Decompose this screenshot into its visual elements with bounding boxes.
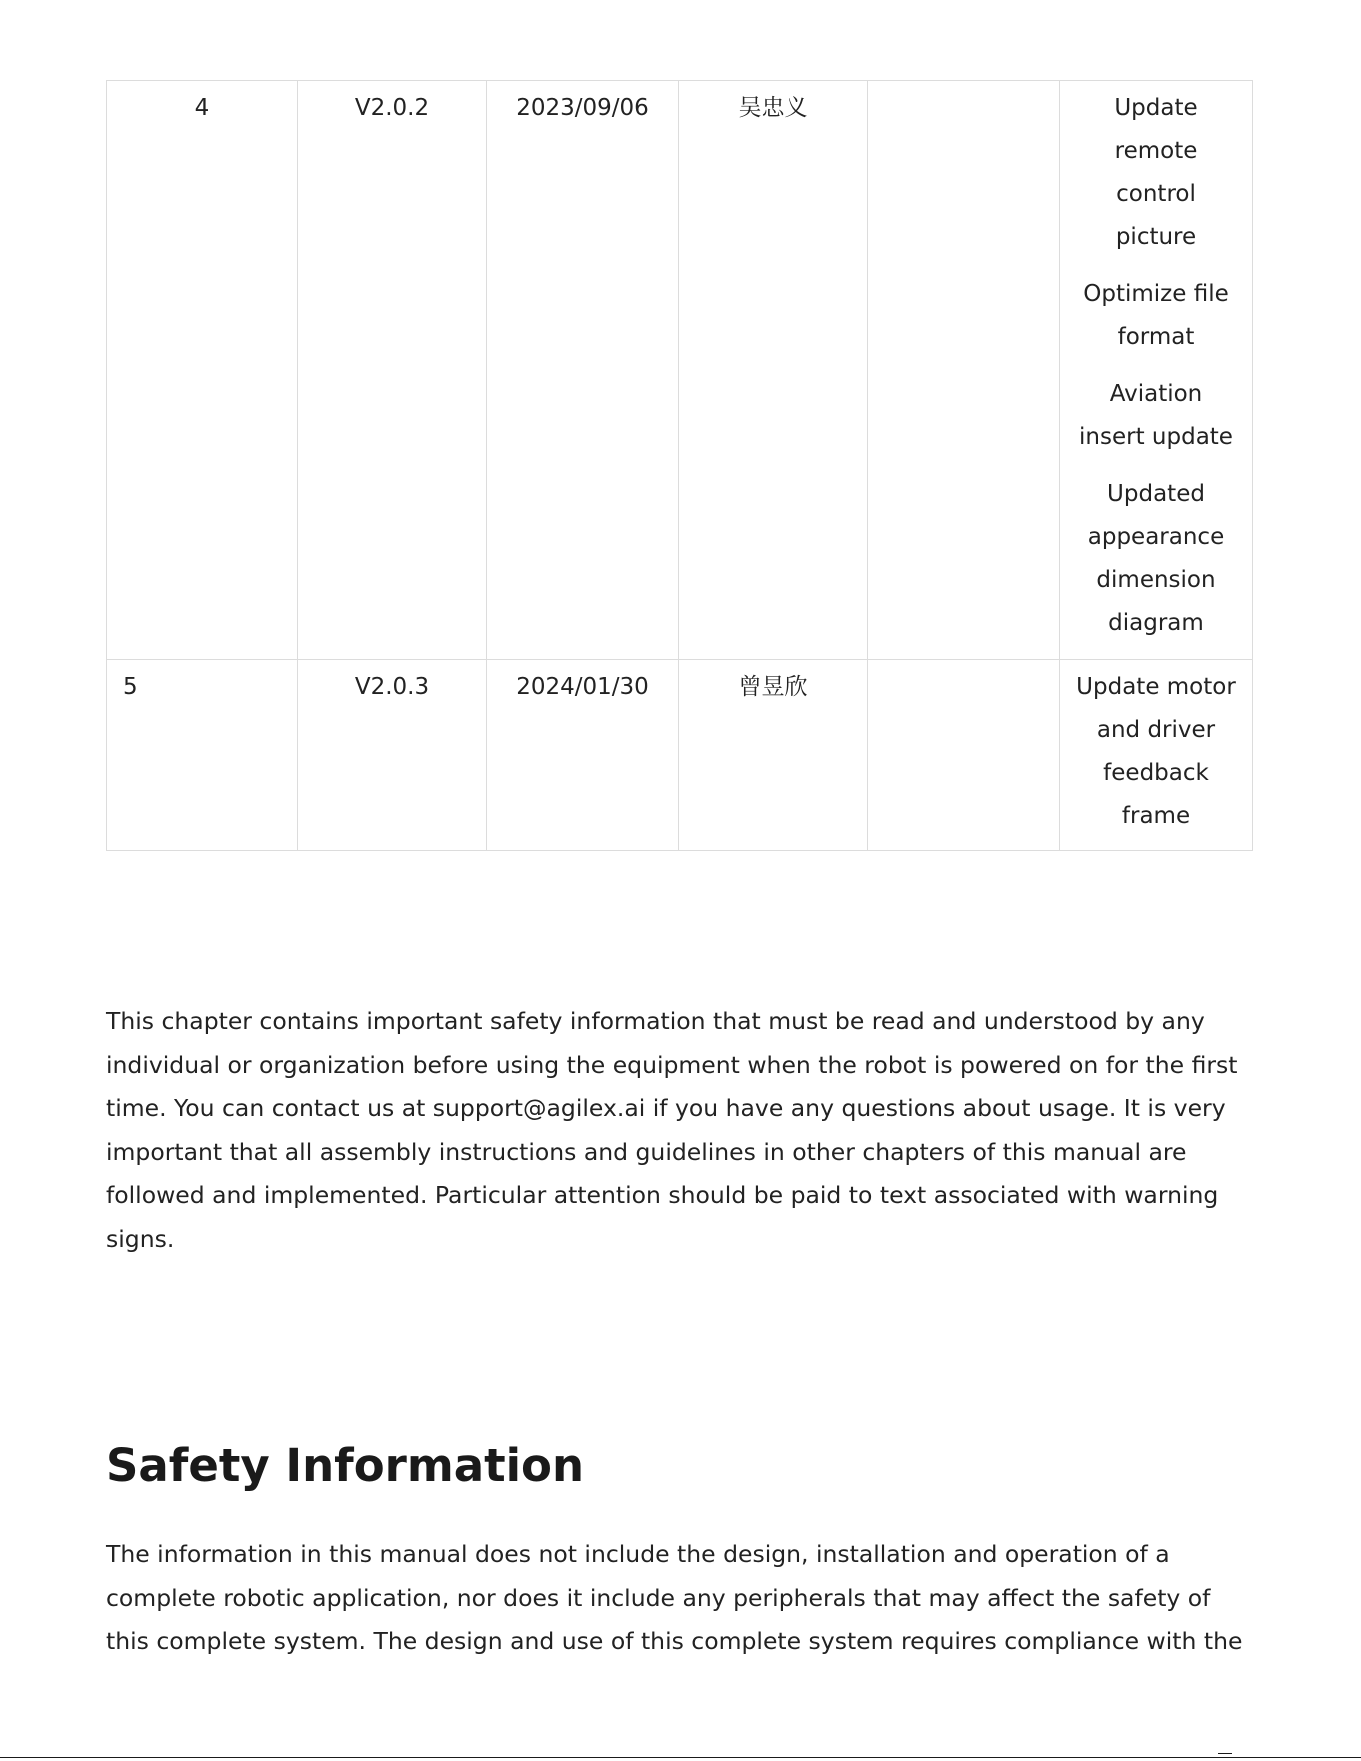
safety-paragraph: The information in this manual does not include the design, installation and operation of a complete robotic application, nor does it include any peripherals that may affect the safety of this complete system. The design and use of this complete system requires compliance with the bbox=[106, 1540, 1243, 1655]
revision-version: V2.0.3 bbox=[298, 660, 487, 851]
section-heading: Safety Information bbox=[106, 1439, 584, 1492]
table-row bbox=[107, 660, 1253, 851]
revision-changes bbox=[1060, 81, 1253, 660]
revision-number: 5 bbox=[107, 660, 298, 851]
revision-approver bbox=[868, 660, 1060, 851]
revision-table bbox=[106, 80, 1253, 851]
change-item: Update motor and driver feedback frame bbox=[1076, 674, 1236, 829]
page-corner-mark bbox=[1218, 1753, 1232, 1754]
revision-changes bbox=[1060, 660, 1253, 851]
change-item: Update remote control picture bbox=[1114, 95, 1198, 250]
revision-author: 曾昱欣 bbox=[679, 660, 868, 851]
revision-approver bbox=[868, 81, 1060, 660]
change-item: Optimize file format bbox=[1083, 281, 1229, 350]
page-bottom-rule bbox=[0, 1757, 1361, 1758]
revision-version: V2.0.2 bbox=[298, 81, 487, 660]
revision-author: 吴忠义 bbox=[679, 81, 868, 660]
change-item: Updated appearance dimension diagram bbox=[1087, 481, 1225, 636]
intro-paragraph: This chapter contains important safety information that must be read and understood by any individual or organization before using the equipment when the robot is powered on for the first time. You can contact us at support@agilex.ai if you have any questions about usage. It is very important that all assembly instructions and guidelines in other chapters of this manual are followed and implemented. Particular attention should be paid to text associated with warning signs. bbox=[106, 1007, 1238, 1253]
revision-number: 4 bbox=[107, 81, 298, 660]
revision-date: 2023/09/06 bbox=[487, 81, 679, 660]
table-row bbox=[107, 81, 1253, 660]
change-item: Aviation insert update bbox=[1079, 381, 1233, 450]
revision-date: 2024/01/30 bbox=[487, 660, 679, 851]
